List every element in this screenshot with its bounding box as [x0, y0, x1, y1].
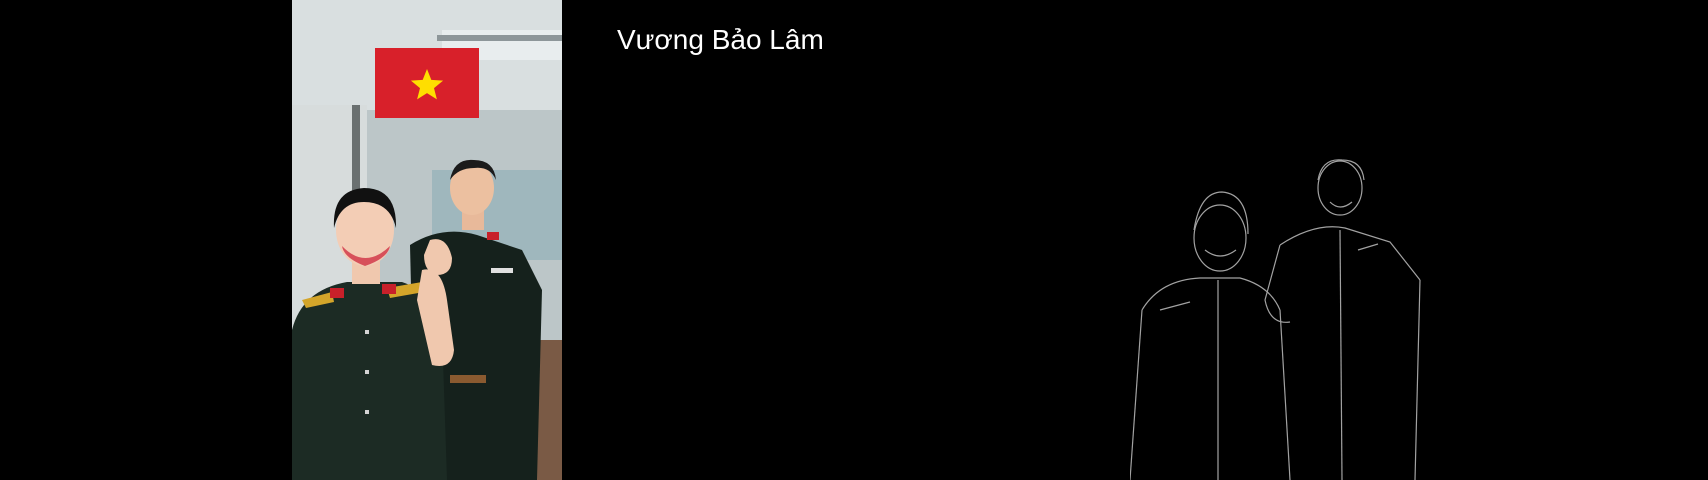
ceiling-light-frame: [437, 35, 562, 41]
video-scene: [292, 0, 562, 480]
edge-woman-epaulette: [1160, 302, 1190, 310]
edge-man-placket: [1340, 230, 1342, 480]
edge-man-arm: [1265, 245, 1290, 322]
edge-man-pocket: [1358, 244, 1378, 250]
edge-woman-smile: [1205, 250, 1236, 256]
edge-woman-left-side: [1130, 310, 1142, 480]
edge-detection-view: [1130, 150, 1430, 480]
creator-name: Vương Bảo Lâm: [617, 24, 824, 55]
edge-woman-hair: [1194, 192, 1248, 234]
edge-man-right-side: [1415, 280, 1420, 480]
edge-man-smile: [1330, 202, 1352, 207]
edge-woman-head: [1194, 205, 1246, 271]
vietnam-flag-icon: [375, 48, 479, 118]
edge-outline-figures: [1130, 150, 1430, 480]
edge-woman-shoulders: [1142, 278, 1280, 310]
edge-man-shoulders: [1280, 227, 1420, 280]
edge-man-hair: [1318, 160, 1364, 180]
video-frame[interactable]: [292, 0, 562, 480]
edge-woman-right-side: [1280, 310, 1290, 480]
